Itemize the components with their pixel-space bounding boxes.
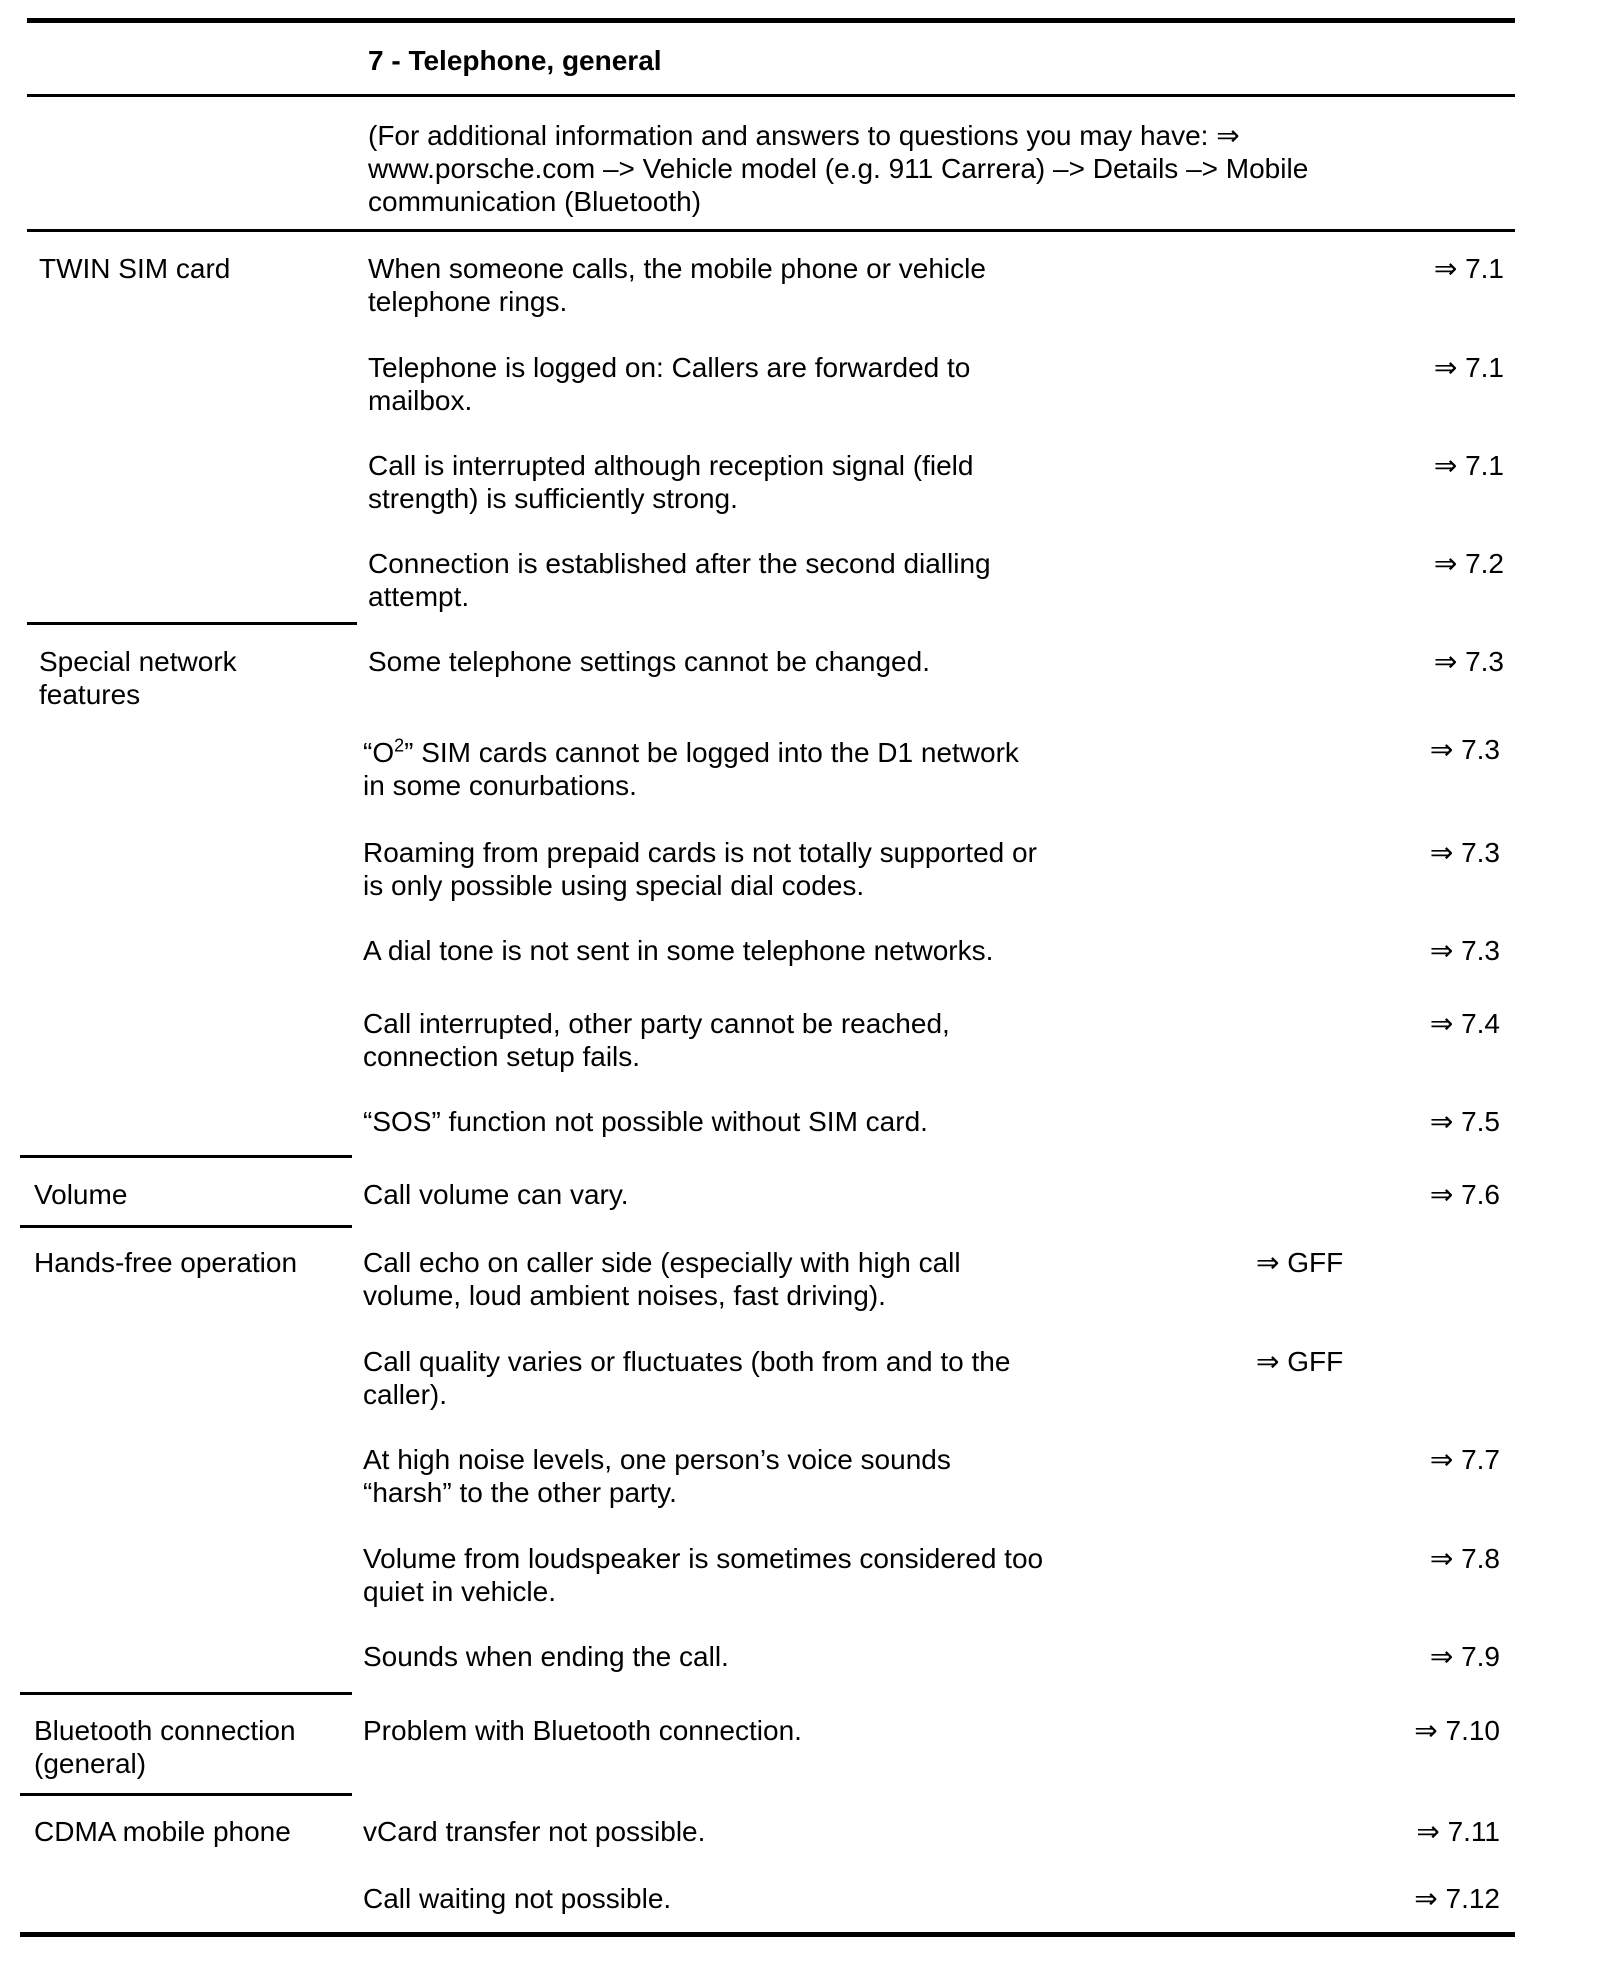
- top-rule: [27, 18, 1515, 23]
- title-rule: [27, 94, 1515, 97]
- symptom-text-part: “O: [363, 737, 395, 768]
- category-twin-sim: TWIN SIM card: [39, 253, 231, 284]
- category-divider: [20, 1793, 352, 1796]
- section-title: 7 - Telephone, general: [368, 45, 662, 76]
- symptom-text: Call waiting not possible.: [363, 1883, 672, 1914]
- symptom-text: When someone calls, the mobile phone or vehicle telephone rings.: [368, 253, 986, 317]
- symptom-text: Connection is established after the second dialling attempt.: [368, 548, 991, 612]
- symptom-text: Call interrupted, other party cannot be reached, connection setup fails.: [363, 1008, 950, 1072]
- reference-link-gff[interactable]: ⇒ GFF: [1256, 1346, 1344, 1377]
- reference-link[interactable]: ⇒ 7.2: [1433, 548, 1504, 579]
- superscript-two: 2: [394, 735, 405, 756]
- symptom-text: Volume from loudspeaker is sometimes considered too quiet in vehicle.: [363, 1543, 1044, 1607]
- intro-rule: [27, 229, 1515, 232]
- symptom-text: Call is interrupted although reception signal (field strength) is sufficiently strong.: [368, 450, 974, 514]
- symptom-text: Call echo on caller side (especially with high call volume, loud ambient noises, fast driving).: [363, 1247, 961, 1311]
- symptom-text: Roaming from prepaid cards is not totally supported or is only possible using special dial codes.: [363, 837, 1037, 901]
- symptom-text: Some telephone settings cannot be changed.: [368, 646, 930, 677]
- category-divider: [20, 1155, 352, 1158]
- symptom-text: Problem with Bluetooth connection.: [363, 1715, 802, 1746]
- reference-link[interactable]: ⇒ 7.3: [1433, 646, 1504, 677]
- symptom-text: Call quality varies or fluctuates (both from and to the caller).: [363, 1346, 1011, 1410]
- reference-link[interactable]: ⇒ 7.10: [1414, 1715, 1500, 1746]
- reference-link[interactable]: ⇒ 7.4: [1429, 1008, 1500, 1039]
- reference-link[interactable]: ⇒ 7.1: [1433, 450, 1504, 481]
- symptom-text-part: ” SIM cards cannot be logged into the D1 network in some conurbations.: [363, 737, 1019, 801]
- category-special-network: Special network features: [39, 646, 237, 710]
- category-divider: [20, 1692, 352, 1695]
- reference-link[interactable]: ⇒ 7.8: [1429, 1543, 1500, 1574]
- reference-link[interactable]: ⇒ 7.9: [1429, 1641, 1500, 1672]
- reference-link[interactable]: ⇒ 7.6: [1429, 1179, 1500, 1210]
- symptom-text: vCard transfer not possible.: [363, 1816, 706, 1847]
- category-cdma: CDMA mobile phone: [34, 1816, 291, 1847]
- reference-link[interactable]: ⇒ 7.3: [1429, 734, 1500, 765]
- symptom-text: “SOS” function not possible without SIM card.: [363, 1106, 928, 1137]
- reference-link[interactable]: ⇒ 7.12: [1414, 1883, 1500, 1914]
- reference-link-gff[interactable]: ⇒ GFF: [1256, 1247, 1344, 1278]
- reference-link[interactable]: ⇒ 7.1: [1433, 352, 1504, 383]
- symptom-text: At high noise levels, one person’s voice sounds “harsh” to the other party.: [363, 1444, 951, 1508]
- symptom-text: [363, 736, 1019, 802]
- reference-link[interactable]: ⇒ 7.7: [1429, 1444, 1500, 1475]
- symptom-text: Call volume can vary.: [363, 1179, 629, 1210]
- reference-link[interactable]: ⇒ 7.5: [1429, 1106, 1500, 1137]
- symptom-text: A dial tone is not sent in some telephone networks.: [363, 935, 994, 966]
- category-divider: [20, 1225, 352, 1228]
- category-volume: Volume: [34, 1179, 128, 1210]
- reference-link[interactable]: ⇒ 7.3: [1429, 935, 1500, 966]
- symptom-text: Sounds when ending the call.: [363, 1641, 729, 1672]
- category-bluetooth: Bluetooth connection (general): [34, 1715, 296, 1779]
- symptom-text: Telephone is logged on: Callers are forwarded to mailbox.: [368, 352, 971, 416]
- category-hands-free: Hands-free operation: [34, 1247, 298, 1278]
- category-divider: [27, 622, 357, 625]
- reference-link[interactable]: ⇒ 7.3: [1429, 837, 1500, 868]
- reference-link[interactable]: ⇒ 7.1: [1433, 253, 1504, 284]
- reference-link[interactable]: ⇒ 7.11: [1416, 1816, 1500, 1847]
- bottom-rule: [20, 1932, 1515, 1937]
- intro-note: (For additional information and answers to questions you may have: ⇒ www.porsche.com –> Vehicle model (e.g. 911 Carrera) –> Details –> Mobile communication (Bluetooth): [368, 120, 1309, 217]
